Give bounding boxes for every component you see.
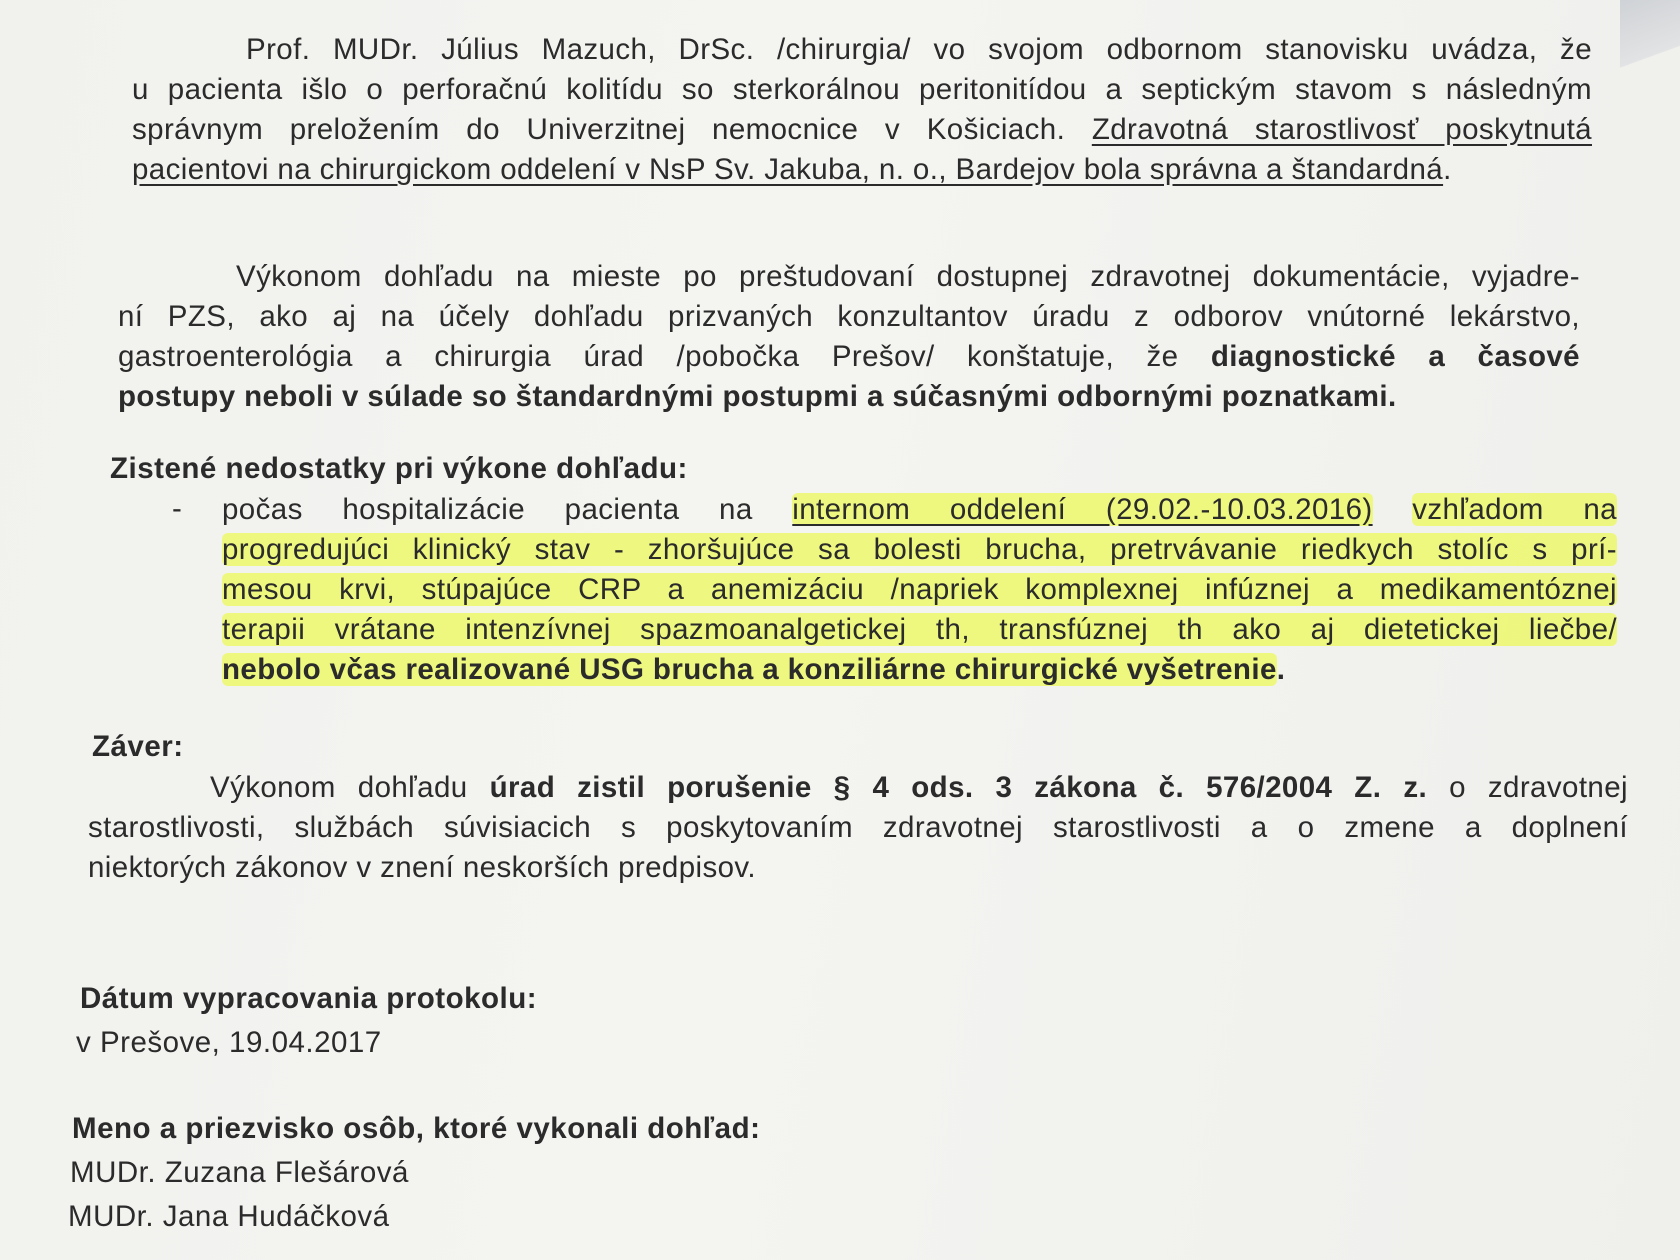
text-segment: o zdravotnej [1449, 771, 1628, 804]
person-name: MUDr. Zuzana Flešárová [70, 1156, 409, 1189]
paragraph-expert-opinion [132, 30, 1592, 190]
text-line: Prof. MUDr. Július Mazuch, DrSc. /chirurgia/ vo svojom odbornom stanovisku uvádza, že [246, 33, 1592, 66]
text-line [222, 610, 1617, 650]
highlighted-text: terapii vrátane intenzívnej spazmoanalgetickej th, transfúznej th ako aj dietetickej liečbe/ [222, 613, 1617, 646]
bullet-dash: - [172, 492, 182, 525]
highlighted-text: nebolo včas realizované USG brucha a konziliárne chirurgické vyšetrenie [222, 653, 1277, 686]
highlighted-text: vzhľadom na [1412, 493, 1617, 526]
paragraph-conclusion [88, 768, 1628, 888]
text-segment: . [1276, 653, 1286, 686]
underlined-text: Zdravotná starostlivosť poskytnutá [1091, 113, 1592, 146]
text-line [222, 530, 1617, 570]
text-line [222, 490, 1617, 530]
text-line [118, 337, 1580, 377]
highlighted-text: progredujúci klinický stav - zhoršujúce sa bolesti brucha, pretrvávanie riedkych stolíc s prí- [222, 533, 1617, 566]
text-segment: správnym preložením do Univerzitnej nemocnice v Košiciach. [132, 113, 1066, 146]
text-line [132, 150, 1592, 190]
text-line [222, 570, 1617, 610]
text-line: u pacienta išlo o perforačnú kolitídu so sterkorálnou peritonitídou a septickým stavom s následným [132, 73, 1592, 106]
text-segment: počas hospitalizácie pacienta na [222, 493, 753, 526]
text-line: niektorých zákonov v znení neskorších predpisov. [88, 851, 756, 884]
date-value: v Prešove, 19.04.2017 [76, 1026, 382, 1059]
text-line [132, 110, 1592, 150]
person-name: MUDr. Jana Hudáčková [68, 1200, 390, 1233]
text-segment: Výkonom dohľadu [210, 771, 468, 804]
page-corner-fold [1620, 0, 1680, 90]
text-segment: gastroenterológia a chirurgia úrad /pobočka Prešov/ konštatuje, že [118, 340, 1179, 373]
bold-text-line [222, 650, 1617, 690]
text-segment: . [1443, 153, 1452, 186]
bold-text-line: postupy neboli v súlade so štandardnými postupmi a súčasnými odbornými poznatkami. [118, 380, 1397, 413]
highlighted-underlined-text: internom oddelení (29.02.-10.03.2016) [792, 493, 1373, 526]
text-line: Výkonom dohľadu na mieste po preštudovaní dostupnej zdravotnej dokumentácie, vyjadre- [236, 260, 1580, 293]
bold-text: diagnostické a časové [1210, 340, 1580, 373]
section-heading-date: Dátum vypracovania protokolu: [80, 982, 538, 1015]
highlighted-text: mesou krvi, stúpajúce CRP a anemizáciu /napriek komplexnej infúznej a medikamentóznej [222, 573, 1617, 606]
section-heading-persons: Meno a priezvisko osôb, ktoré vykonali dohľad: [72, 1112, 761, 1145]
text-line: ní PZS, ako aj na účely dohľadu prizvaných konzultantov úradu z odborov vnútorné lekárstvo, [118, 300, 1580, 333]
underlined-text: pacientovi na chirurgickom oddelení v NsP Sv. Jakuba, n. o., Bardejov bola správna a štandardná [132, 153, 1444, 186]
paragraph-findings [118, 257, 1580, 417]
deficiency-item [222, 490, 1617, 690]
section-heading-conclusion: Záver: [92, 730, 184, 763]
bold-text: úrad zistil porušenie § 4 ods. 3 zákona č. 576/2004 Z. z. [489, 771, 1428, 804]
section-heading-deficiencies: Zistené nedostatky pri výkone dohľadu: [110, 452, 688, 485]
text-line [88, 768, 1628, 808]
text-line: starostlivosti, službách súvisiacich s poskytovaním zdravotnej starostlivosti a o zmene a doplnení [88, 811, 1628, 844]
